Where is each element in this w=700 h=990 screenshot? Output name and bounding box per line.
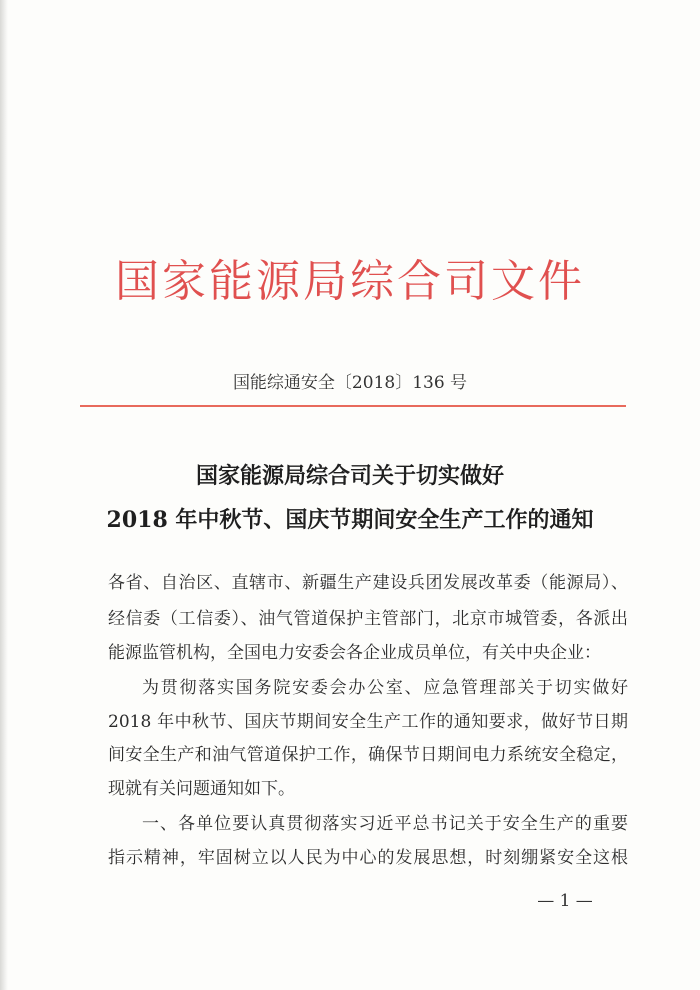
scan-edge-shadow <box>0 0 8 990</box>
body-line: 现就有关问题通知如下。 <box>108 779 295 799</box>
document-header-title: 国家能源局综合司文件 <box>115 256 585 307</box>
body-line: 经信委（工信委）、油气管道保护主管部门，北京市城管委，各派出 <box>108 609 628 629</box>
notice-title-line-2: 2018 年中秋节、国庆节期间安全生产工作的通知 <box>106 507 594 533</box>
body-line: 指示精神，牢固树立以人民为中心的发展思想，时刻绷紧安全这根 <box>108 848 628 868</box>
body-line: 能源监管机构，全国电力安委会各企业成员单位，有关中央企业： <box>108 643 601 663</box>
page-number: — 1 — <box>537 891 593 911</box>
body-line: 为贯彻落实国务院安委会办公室、应急管理部关于切实做好 <box>142 678 628 698</box>
body-line: 2018 年中秋节、国庆节期间安全生产工作的通知要求，做好节日期 <box>108 712 628 732</box>
header-red-rule <box>80 405 626 407</box>
notice-title-line-1: 国家能源局综合司关于切实做好 <box>195 463 504 489</box>
body-line: 各省、自治区、直辖市、新疆生产建设兵团发展改革委（能源局）、 <box>108 573 628 593</box>
body-line: 一、各单位要认真贯彻落实习近平总书记关于安全生产的重要 <box>142 814 628 834</box>
document-number: 国能综通安全〔2018〕136 号 <box>232 373 468 393</box>
body-line: 间安全生产和油气管道保护工作，确保节日期间电力系统安全稳定， <box>108 745 628 765</box>
